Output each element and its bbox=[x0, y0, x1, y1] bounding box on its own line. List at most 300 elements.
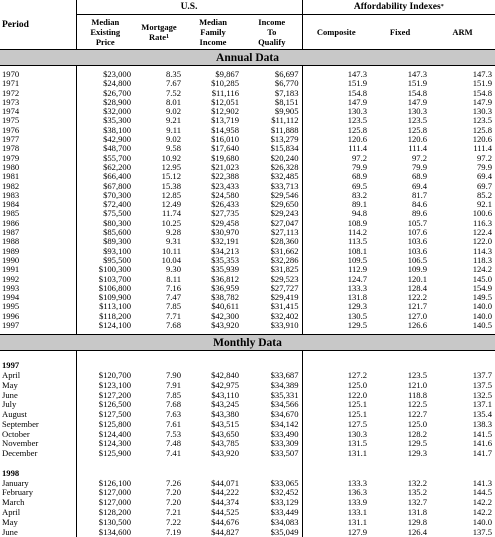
mortgage-rate-cell: 7.19 bbox=[165, 526, 181, 537]
median-price-cell: $125,900 bbox=[76, 449, 134, 459]
fixed-cell bbox=[370, 459, 430, 469]
arm-cell: 124.2 bbox=[472, 264, 493, 275]
median-income-cell: $44,827 bbox=[211, 526, 239, 537]
income-qualify-cell: $35,049 bbox=[270, 526, 299, 537]
income-qualify-cell: $31,825 bbox=[270, 264, 299, 275]
arm-cell: 140.0 bbox=[472, 516, 493, 527]
median-price-cell: $28,900 bbox=[76, 98, 134, 107]
fixed-cell: 127.0 bbox=[407, 310, 428, 321]
median-income-cell: $21,023 bbox=[211, 161, 239, 172]
median-income-cell: $43,920 bbox=[211, 320, 239, 331]
period-cell: November bbox=[2, 438, 39, 449]
median-income-cell: $43,245 bbox=[211, 399, 239, 410]
period-cell: August bbox=[2, 409, 27, 420]
income-qualify-cell: $9,905 bbox=[274, 106, 299, 117]
median-price-cell: $32,000 bbox=[76, 107, 134, 116]
period-cell: 1971 bbox=[2, 78, 20, 89]
composite-header: Composite bbox=[302, 15, 370, 50]
fixed-header: Fixed bbox=[370, 15, 430, 50]
median-price-cell: $70,300 bbox=[76, 191, 134, 200]
composite-cell: 79.9 bbox=[302, 163, 370, 172]
fixed-cell: 68.9 bbox=[411, 171, 428, 182]
arm-cell: 142.2 bbox=[472, 497, 493, 508]
arm-cell: 132.5 bbox=[472, 389, 493, 400]
composite-cell: 97.2 bbox=[302, 154, 370, 163]
median-income-cell: $44,525 bbox=[211, 507, 239, 518]
income-qualify-cell: $27,727 bbox=[270, 282, 299, 293]
composite-cell: 147.3 bbox=[302, 70, 370, 79]
median-price-cell: $103,700 bbox=[76, 275, 134, 284]
period-cell: 1976 bbox=[2, 124, 20, 135]
fixed-cell: 97.2 bbox=[411, 152, 428, 163]
fixed-cell: 103.6 bbox=[407, 245, 428, 256]
composite-cell: 94.8 bbox=[302, 209, 370, 218]
composite-cell bbox=[302, 459, 370, 469]
mortgage-rate-cell: 7.41 bbox=[165, 448, 181, 459]
period-cell: 1994 bbox=[2, 292, 20, 303]
mortgage-rate-cell: 7.91 bbox=[165, 379, 181, 390]
mortgage-rate-cell: 7.67 bbox=[165, 78, 181, 89]
mortgage-rate-cell: 15.12 bbox=[161, 171, 181, 182]
arm-cell: 125.8 bbox=[472, 124, 493, 135]
mortgage-rate-cell: 7.16 bbox=[165, 282, 181, 293]
median-price-cell: $127,200 bbox=[76, 391, 134, 401]
fixed-cell bbox=[370, 351, 430, 361]
affordability-group-header: Affordability Indexes* bbox=[302, 0, 495, 15]
mortgage-rate-cell: 9.02 bbox=[165, 134, 181, 145]
fixed-cell: 126.6 bbox=[407, 320, 428, 331]
period-cell: 1993 bbox=[2, 282, 20, 293]
arm-cell: 92.1 bbox=[476, 199, 493, 210]
period-cell: May bbox=[2, 516, 18, 527]
composite-cell: 127.2 bbox=[302, 371, 370, 381]
median-income-cell: $36,812 bbox=[211, 273, 239, 284]
income-qualify-cell: $33,910 bbox=[270, 320, 299, 331]
mortgage-rate-cell: 12.85 bbox=[161, 189, 181, 200]
composite-cell: 83.2 bbox=[302, 191, 370, 200]
spacer-row bbox=[0, 351, 495, 361]
fixed-cell: 107.6 bbox=[407, 227, 428, 238]
median-income-cell: $43,785 bbox=[211, 438, 239, 449]
mortgage-rate-cell: 7.61 bbox=[165, 418, 181, 429]
period-cell: June bbox=[2, 526, 18, 537]
composite-cell: 154.8 bbox=[302, 89, 370, 98]
composite-cell: 125.1 bbox=[302, 400, 370, 410]
composite-cell: 131.1 bbox=[302, 449, 370, 459]
mortgage-rate-cell: 7.71 bbox=[165, 310, 181, 321]
median-income-cell: $40,611 bbox=[211, 301, 239, 312]
income-qualify-cell: $33,713 bbox=[270, 180, 299, 191]
composite-cell: 131.1 bbox=[302, 518, 370, 528]
mortgage-rate-cell: 7.20 bbox=[165, 487, 181, 498]
mortgage-rate-cell: 9.58 bbox=[165, 143, 181, 154]
median-price-cell: $127,000 bbox=[76, 498, 134, 508]
mortgage-rate-cell: 8.01 bbox=[165, 96, 181, 107]
arm-cell: 97.2 bbox=[476, 152, 493, 163]
mortgage-rate-cell bbox=[134, 459, 184, 469]
arm-cell: 147.9 bbox=[472, 96, 493, 107]
fixed-cell: 79.9 bbox=[411, 161, 428, 172]
income-qualify-cell: $32,402 bbox=[270, 310, 299, 321]
mortgage-rate-cell: 11.74 bbox=[161, 208, 181, 219]
fixed-cell: 103.6 bbox=[407, 236, 428, 247]
fixed-cell: 118.8 bbox=[408, 389, 428, 400]
composite-cell: 131.5 bbox=[302, 439, 370, 449]
median-price-cell: $24,800 bbox=[76, 79, 134, 88]
composite-cell: 111.4 bbox=[302, 144, 370, 153]
median-price-cell: $55,700 bbox=[76, 154, 134, 163]
income-qualify-cell: $6,697 bbox=[274, 69, 299, 79]
composite-cell: 114.2 bbox=[302, 228, 370, 237]
composite-cell: 68.9 bbox=[302, 172, 370, 181]
arm-cell: 137.1 bbox=[472, 399, 493, 410]
fixed-cell: 84.6 bbox=[411, 199, 428, 210]
median-price-cell bbox=[76, 351, 134, 361]
median-price-cell: $126,500 bbox=[76, 400, 134, 410]
median-price-cell: $23,000 bbox=[76, 70, 134, 79]
median-income-cell: $43,110 bbox=[211, 389, 239, 400]
arm-cell: 138.3 bbox=[472, 418, 493, 429]
period-cell: June bbox=[2, 389, 18, 400]
median-price-cell: $124,300 bbox=[76, 439, 134, 449]
median-income-cell: $12,051 bbox=[211, 96, 239, 107]
median-income-cell: $29,458 bbox=[211, 217, 239, 228]
fixed-cell: 130.3 bbox=[407, 106, 428, 117]
period-cell: 1987 bbox=[2, 227, 20, 238]
arm-cell: 145.0 bbox=[472, 273, 493, 284]
median-income-cell: $12,902 bbox=[211, 106, 239, 117]
median-price-cell: $106,800 bbox=[76, 284, 134, 293]
income-qualify-cell: $6,770 bbox=[274, 78, 299, 89]
fixed-cell: 121.7 bbox=[407, 301, 428, 312]
period-cell: 1998 bbox=[2, 467, 20, 478]
composite-cell: 151.9 bbox=[302, 79, 370, 88]
median-price-cell: $93,100 bbox=[76, 247, 134, 256]
period-cell: September bbox=[2, 418, 39, 429]
median-income-cell: $36,959 bbox=[211, 282, 239, 293]
income-qualify-cell: $33,507 bbox=[270, 448, 299, 459]
period-cell: 1992 bbox=[2, 273, 20, 284]
median-price-cell: $124,400 bbox=[76, 430, 134, 440]
arm-cell: 120.6 bbox=[472, 134, 493, 145]
mortgage-rate-cell: 7.85 bbox=[165, 389, 181, 400]
median-price-cell: $127,500 bbox=[76, 410, 134, 420]
fixed-cell: 132.7 bbox=[407, 497, 428, 508]
period-cell: 1983 bbox=[2, 189, 20, 200]
income-qualify-cell: $20,240 bbox=[270, 152, 299, 163]
median-price-cell: $67,800 bbox=[76, 182, 134, 191]
mortgage-rate-cell: 7.22 bbox=[165, 516, 181, 527]
period-cell: 1979 bbox=[2, 152, 20, 163]
median-income-cell: $34,213 bbox=[211, 245, 239, 256]
table-row bbox=[0, 449, 495, 459]
income-qualify-cell: $15,834 bbox=[270, 143, 299, 154]
median-price-cell: $109,900 bbox=[76, 293, 134, 302]
fixed-cell: 122.2 bbox=[407, 292, 428, 303]
median-income-header: Median Family Income bbox=[184, 15, 242, 50]
income-qualify-cell: $31,415 bbox=[270, 301, 299, 312]
table-row bbox=[0, 488, 495, 498]
income-qualify-cell: $29,243 bbox=[270, 208, 299, 219]
mortgage-rate-cell: 10.04 bbox=[161, 254, 181, 265]
arm-cell: 141.5 bbox=[472, 428, 493, 439]
median-price-cell: $80,300 bbox=[76, 219, 134, 228]
income-qualify-cell: $27,113 bbox=[270, 227, 299, 238]
mortgage-rate-cell: 9.31 bbox=[165, 236, 181, 247]
composite-cell: 109.5 bbox=[302, 256, 370, 265]
mortgage-rate-cell: 7.68 bbox=[165, 320, 181, 331]
income-qualify-cell: $34,566 bbox=[270, 399, 299, 410]
period-cell: October bbox=[2, 428, 30, 439]
fixed-cell: 129.8 bbox=[407, 516, 428, 527]
fixed-cell: 129.3 bbox=[407, 448, 428, 459]
income-qualify-cell: $34,142 bbox=[270, 418, 299, 429]
period-cell: 1974 bbox=[2, 106, 20, 117]
mortgage-rate-header: Mortgage Rate$^1$ bbox=[134, 15, 184, 50]
composite-cell: 89.1 bbox=[302, 200, 370, 209]
arm-cell: 123.5 bbox=[472, 115, 493, 126]
fixed-cell: 128.2 bbox=[407, 428, 428, 439]
arm-cell: 100.6 bbox=[472, 208, 493, 219]
arm-cell: 140.0 bbox=[472, 301, 493, 312]
table-row bbox=[0, 498, 495, 508]
composite-cell: 133.1 bbox=[302, 508, 370, 518]
mortgage-rate-cell: 9.02 bbox=[165, 106, 181, 117]
income-qualify-cell: $8,151 bbox=[274, 96, 299, 107]
income-qualify-cell: $7,183 bbox=[274, 87, 299, 98]
arm-cell: 122.0 bbox=[472, 236, 493, 247]
period-cell: 1977 bbox=[2, 134, 20, 145]
median-price-cell: $95,500 bbox=[76, 256, 134, 265]
composite-cell: 136.3 bbox=[302, 488, 370, 498]
arm-cell: 154.9 bbox=[472, 282, 493, 293]
median-income-cell: $43,650 bbox=[211, 428, 239, 439]
fixed-cell: 69.4 bbox=[411, 180, 428, 191]
median-price-cell: $123,100 bbox=[76, 381, 134, 391]
fixed-cell: 126.4 bbox=[407, 526, 428, 537]
composite-cell: 108.1 bbox=[302, 247, 370, 256]
fixed-cell: 129.5 bbox=[407, 438, 428, 449]
median-income-cell: $32,191 bbox=[211, 236, 239, 247]
arm-cell: 116.3 bbox=[473, 217, 493, 228]
composite-cell: 124.7 bbox=[302, 275, 370, 284]
mortgage-rate-cell: 7.53 bbox=[165, 428, 181, 439]
composite-cell: 113.5 bbox=[302, 237, 370, 246]
income-qualify-cell: $33,065 bbox=[270, 477, 299, 488]
composite-cell: 129.3 bbox=[302, 302, 370, 311]
mortgage-rate-cell: 10.25 bbox=[161, 217, 181, 228]
median-price-cell: $75,500 bbox=[76, 209, 134, 218]
period-cell: 1972 bbox=[2, 87, 20, 98]
median-income-cell: $42,840 bbox=[211, 369, 239, 380]
median-price-cell: $127,000 bbox=[76, 488, 134, 498]
median-income-cell: $42,975 bbox=[211, 379, 239, 390]
monthly-section-title: Monthly Data bbox=[0, 335, 495, 351]
median-income-cell: $26,433 bbox=[211, 199, 239, 210]
mortgage-rate-cell bbox=[134, 351, 184, 361]
mortgage-rate-cell: 8.35 bbox=[165, 69, 181, 79]
income-qualify-cell: $33,129 bbox=[270, 497, 299, 508]
composite-cell: 133.3 bbox=[302, 284, 370, 293]
median-income-cell: $43,515 bbox=[211, 418, 239, 429]
composite-cell: 69.5 bbox=[302, 182, 370, 191]
income-qualify-cell bbox=[242, 351, 302, 361]
mortgage-rate-cell: 7.85 bbox=[165, 301, 181, 312]
period-cell: 1970 bbox=[2, 69, 20, 79]
period-cell: May bbox=[2, 379, 18, 390]
composite-cell: 127.5 bbox=[302, 420, 370, 430]
fixed-cell: 132.2 bbox=[407, 477, 428, 488]
arm-cell: 85.2 bbox=[476, 189, 493, 200]
period-cell: 1996 bbox=[2, 310, 20, 321]
median-income-cell: $43,380 bbox=[211, 409, 239, 420]
median-income-cell: $22,388 bbox=[211, 171, 239, 182]
income-qualify-cell: $11,112 bbox=[271, 115, 299, 126]
median-income-cell: $44,071 bbox=[211, 477, 239, 488]
arm-cell: 147.3 bbox=[472, 69, 493, 79]
composite-cell: 123.5 bbox=[302, 116, 370, 125]
period-cell: 1980 bbox=[2, 161, 20, 172]
composite-cell: 131.8 bbox=[302, 293, 370, 302]
median-income-cell: $19,680 bbox=[211, 152, 239, 163]
median-price-cell: $120,700 bbox=[76, 371, 134, 381]
mortgage-rate-cell: 10.92 bbox=[161, 152, 181, 163]
fixed-cell: 89.6 bbox=[411, 208, 428, 219]
arm-cell: 135.4 bbox=[472, 409, 493, 420]
table-row bbox=[0, 321, 495, 330]
income-qualify-cell: $29,523 bbox=[270, 273, 299, 284]
income-qualify-cell: $28,360 bbox=[270, 236, 299, 247]
period-cell: April bbox=[2, 369, 21, 380]
arm-cell: 111.4 bbox=[473, 143, 493, 154]
fixed-cell: 122.5 bbox=[407, 399, 428, 410]
median-income-cell bbox=[184, 459, 242, 469]
fixed-cell: 121.0 bbox=[407, 379, 428, 390]
income-qualify-cell: $32,452 bbox=[270, 487, 299, 498]
mortgage-rate-cell: 7.26 bbox=[165, 477, 181, 488]
period-cell: 1973 bbox=[2, 96, 20, 107]
us-group-header: U.S. bbox=[76, 0, 302, 15]
income-qualify-cell: $32,286 bbox=[270, 254, 299, 265]
spacer-row bbox=[0, 459, 495, 469]
fixed-cell: 123.5 bbox=[407, 369, 428, 380]
income-qualify-cell: $34,670 bbox=[270, 409, 299, 420]
mortgage-rate-cell: 7.21 bbox=[165, 507, 181, 518]
fixed-cell: 151.9 bbox=[407, 78, 428, 89]
fixed-cell: 123.5 bbox=[407, 115, 428, 126]
fixed-cell: 105.7 bbox=[407, 217, 428, 228]
median-income-cell: $44,676 bbox=[211, 516, 239, 527]
composite-cell: 122.0 bbox=[302, 391, 370, 401]
income-qualify-cell: $34,389 bbox=[270, 379, 299, 390]
median-price-cell: $72,400 bbox=[76, 200, 134, 209]
arm-cell: 149.5 bbox=[472, 292, 493, 303]
arm-cell: 137.7 bbox=[472, 369, 493, 380]
median-income-cell: $42,300 bbox=[211, 310, 239, 321]
period-cell: 1990 bbox=[2, 254, 20, 265]
composite-cell: 130.5 bbox=[302, 312, 370, 321]
median-price-cell: $125,800 bbox=[76, 420, 134, 430]
arm-cell: 140.5 bbox=[472, 320, 493, 331]
arm-cell: 140.0 bbox=[472, 310, 493, 321]
median-price-cell: $126,100 bbox=[76, 479, 134, 489]
median-income-cell: $44,374 bbox=[211, 497, 239, 508]
mortgage-rate-cell: 7.52 bbox=[165, 87, 181, 98]
income-qualify-cell: $33,687 bbox=[270, 369, 299, 380]
arm-cell: 69.4 bbox=[476, 171, 493, 182]
composite-cell: 133.9 bbox=[302, 498, 370, 508]
income-qualify-cell: $35,331 bbox=[270, 389, 299, 400]
arm-cell: 118.3 bbox=[473, 254, 493, 265]
mortgage-rate-cell: 12.95 bbox=[161, 161, 181, 172]
table-row bbox=[0, 528, 495, 537]
period-cell: 1982 bbox=[2, 180, 20, 191]
mortgage-rate-cell: 9.21 bbox=[165, 115, 181, 126]
median-income-cell: $10,285 bbox=[211, 78, 239, 89]
period-cell: 1978 bbox=[2, 143, 20, 154]
mortgage-rate-cell: 9.28 bbox=[165, 227, 181, 238]
mortgage-rate-cell: 7.68 bbox=[165, 399, 181, 410]
income-qualify-cell: $32,485 bbox=[270, 171, 299, 182]
arm-cell: 141.7 bbox=[472, 448, 493, 459]
mortgage-rate-cell: 12.49 bbox=[161, 199, 181, 210]
median-income-cell: $35,353 bbox=[211, 254, 239, 265]
period-cell: 1975 bbox=[2, 115, 20, 126]
income-qualify-cell: $33,490 bbox=[270, 428, 299, 439]
income-qualify-cell: $27,047 bbox=[270, 217, 299, 228]
income-qualify-cell bbox=[242, 459, 302, 469]
median-price-cell: $26,700 bbox=[76, 89, 134, 98]
median-income-cell: $35,939 bbox=[211, 264, 239, 275]
composite-cell: 112.9 bbox=[302, 265, 370, 274]
median-income-cell: $14,958 bbox=[211, 124, 239, 135]
arm-cell: 79.9 bbox=[476, 161, 493, 172]
fixed-cell: 125.0 bbox=[407, 418, 428, 429]
period-cell: 1989 bbox=[2, 245, 20, 256]
fixed-cell: 120.6 bbox=[407, 134, 428, 145]
median-income-cell: $13,719 bbox=[211, 115, 239, 126]
income-qualify-cell: $13,279 bbox=[270, 134, 299, 145]
period-header: Period bbox=[0, 0, 76, 50]
income-qualify-cell: $33,309 bbox=[270, 438, 299, 449]
arm-cell bbox=[430, 459, 495, 469]
median-price-cell: $130,500 bbox=[76, 518, 134, 528]
median-income-cell: $24,580 bbox=[211, 189, 239, 200]
median-income-cell: $44,222 bbox=[211, 487, 239, 498]
arm-cell: 114.3 bbox=[473, 245, 493, 256]
fixed-cell: 125.8 bbox=[407, 124, 428, 135]
arm-cell: 130.3 bbox=[472, 106, 493, 117]
arm-cell: 144.5 bbox=[472, 487, 493, 498]
median-price-cell: $38,100 bbox=[76, 126, 134, 135]
mortgage-rate-cell: 10.11 bbox=[161, 245, 181, 256]
median-income-cell: $9,867 bbox=[215, 69, 239, 79]
composite-cell: 125.0 bbox=[302, 381, 370, 391]
period-cell: December bbox=[2, 448, 38, 459]
fixed-cell: 109.9 bbox=[407, 264, 428, 275]
composite-cell: 133.3 bbox=[302, 479, 370, 489]
fixed-cell: 106.5 bbox=[407, 254, 428, 265]
mortgage-rate-cell: 9.30 bbox=[165, 264, 181, 275]
income-qualify-cell: $11,888 bbox=[270, 124, 299, 135]
median-price-cell: $85,600 bbox=[76, 228, 134, 237]
median-price-cell: $100,300 bbox=[76, 265, 134, 274]
median-price-cell: $128,200 bbox=[76, 508, 134, 518]
period-cell: 1991 bbox=[2, 264, 20, 275]
period-cell: 1985 bbox=[2, 208, 20, 219]
mortgage-rate-cell: 9.11 bbox=[166, 124, 181, 135]
fixed-cell: 135.2 bbox=[407, 487, 428, 498]
